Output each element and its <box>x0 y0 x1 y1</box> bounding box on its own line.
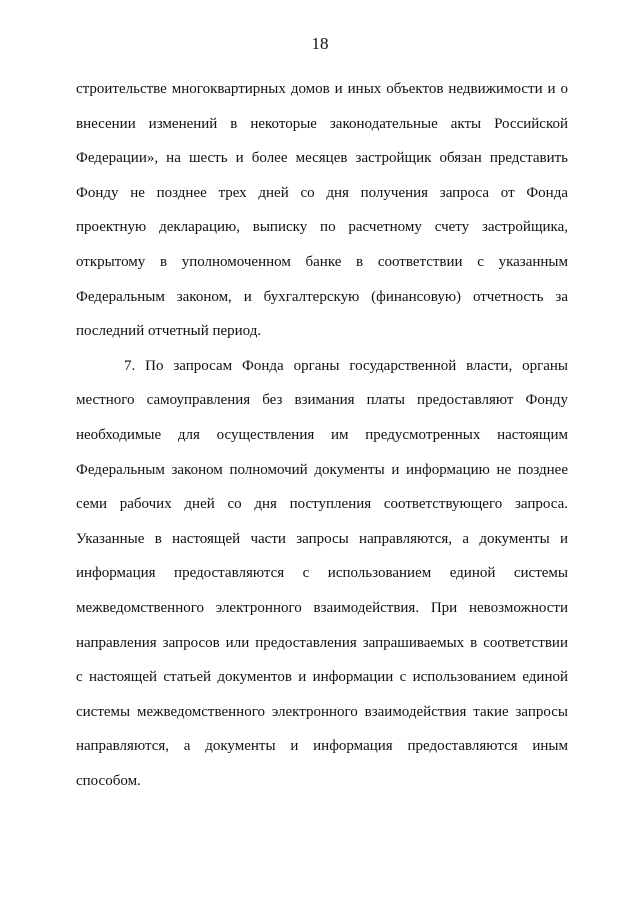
paragraph-1-line-7: Федеральным законом, и бухгалтерскую (финансовую) отчетность за <box>76 288 568 305</box>
paragraph-1-line-5: проектную декларацию, выписку по расчетному счету застройщика, <box>76 219 568 236</box>
paragraph-1-line-4: Фонду не позднее трех дней со дня получения запроса от Фонда <box>76 184 568 201</box>
paragraph-2-line-13: способом. <box>76 772 141 789</box>
paragraph-2-line-12: направляются, а документы и информация предоставляются иным <box>76 738 568 755</box>
paragraph-2-line-1: 7. По запросам Фонда органы государственной власти, органы <box>124 357 568 374</box>
paragraph-2-line-5: семи рабочих дней со дня поступления соответствующего запроса. <box>76 496 568 513</box>
paragraph-1-line-8: последний отчетный период. <box>76 323 262 340</box>
paragraph-2-line-6: Указанные в настоящей части запросы направляются, а документы и <box>76 530 568 547</box>
paragraph-1-line-3: Федерации», на шесть и более месяцев застройщик обязан представить <box>76 150 568 167</box>
paragraph-2-line-2: местного самоуправления без взимания платы предоставляют Фонду <box>76 392 568 409</box>
paragraph-1-line-2: внесении изменений в некоторые законодательные акты Российской <box>76 115 568 132</box>
paragraph-2-line-9: направления запросов или предоставления запрашиваемых в соответствии <box>76 634 568 651</box>
paragraph-1-line-6: открытому в уполномоченном банке в соответствии с указанным <box>76 253 568 270</box>
page-number: 18 <box>311 34 329 53</box>
paragraph-2-line-3: необходимые для осуществления им предусмотренных настоящим <box>76 426 568 443</box>
paragraph-2-line-8: межведомственного электронного взаимодействия. При невозможности <box>76 599 568 616</box>
document-body <box>76 72 568 798</box>
paragraph-2-line-7: информация предоставляются с использованием единой системы <box>76 565 568 582</box>
paragraph-2-line-4: Федеральным законом полномочий документы и информацию не позднее <box>76 461 568 478</box>
paragraph-2-line-11: системы межведомственного электронного взаимодействия такие запросы <box>76 703 568 720</box>
paragraph-1-line-1: строительстве многоквартирных домов и иных объектов недвижимости и о <box>76 81 568 97</box>
paragraph-2-line-10: с настоящей статьей документов и информации с использованием единой <box>76 669 568 686</box>
